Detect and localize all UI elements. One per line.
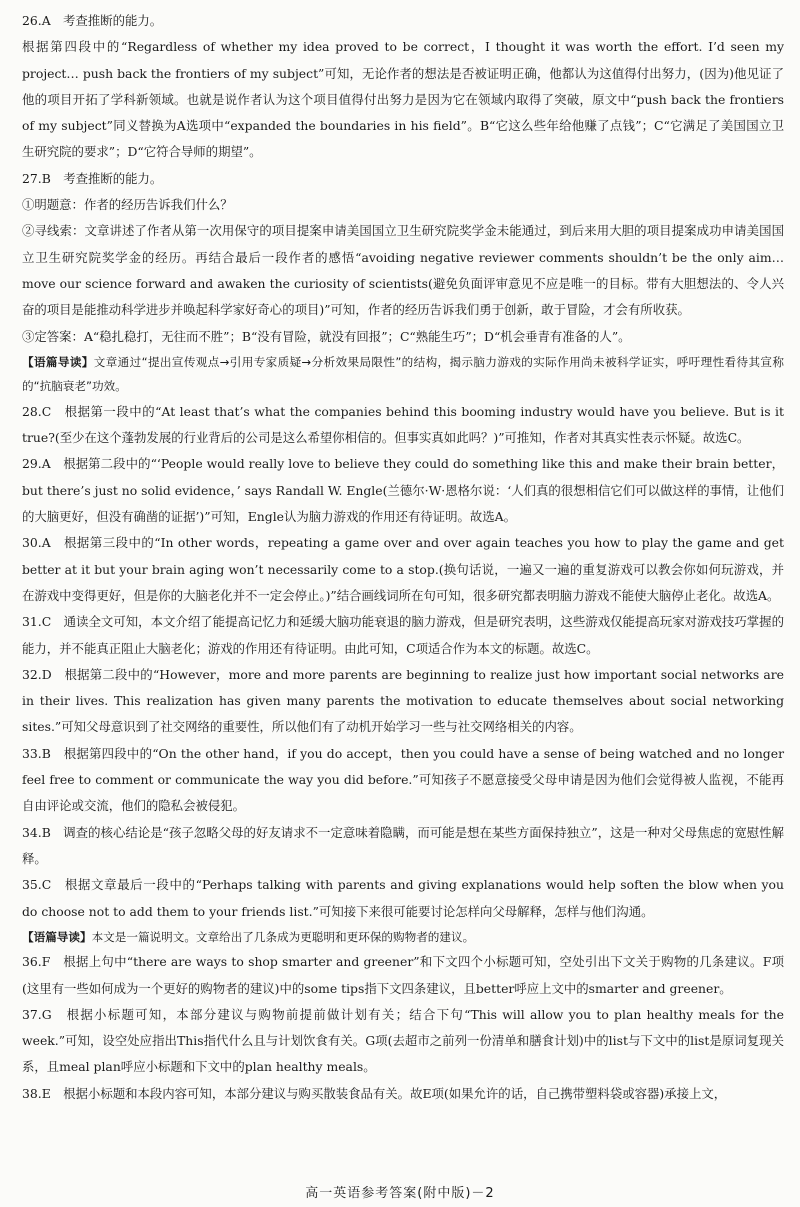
q35-answer: 35.C 根据文章最后一段中的“Perhaps talking with parents and giving explanations would help soften the blow when you do choose not to add them to your friends list.”可知接下来很可能要讨论怎样向父母解释，怎样与他们沟通。: [22, 877, 784, 919]
q30-answer: 30.A 根据第三段中的“In other words，repeating a game over and over again teaches you how to play the game and get better at it but your brain aging won’t necessarily come to a stop.(换句话说，一遍又一遍的重复游戏可以教会你如何玩游戏，并在游戏中变得更好，但是你的大脑老化并不一定会停止。)”结合画线词所在句可知，很多研究都表明脑力游戏不能使大脑停止老化。故选A。: [22, 535, 784, 603]
reading-guide-text: 本文是一篇说明文。文章给出了几条成为更聪明和更环保的购物者的建议。: [91, 929, 475, 944]
q29-answer: 29.A 根据第二段中的“‘People would really love to believe they could do something like this and make their brain better，but there’s just no solid evidence，’ says Randall W. Engle(兰德尔·W·恩格尔说：‘人们真的很想相信它们可以做这样的事情，让他们的大脑更好，但没有确凿的证据’)”可知，Engle认为脑力游戏的作用还有待证明。故选A。: [22, 456, 784, 525]
reading-guide-text: 文章通过“提出宣传观点→引用专家质疑→分析效果局限性”的结构，揭示脑力游戏的实际作用尚未被科学证实，呼吁理性看待其宣称的“抗脑衰老”功效。: [22, 354, 784, 394]
q34-answer: 34.B 调查的核心结论是“孩子忽略父母的好友请求不一定意味着隐瞒，而可能是想在某些方面保持独立”，这是一种对父母焦虑的宽慰性解释。: [22, 824, 784, 866]
q27-step2: ②寻线索：文章讲述了作者从第一次用保守的项目提案申请美国国立卫生研究院奖学金未能通过，到后来用大胆的项目提案成功申请美国国立卫生研究院奖学金的经历。再结合最后一段作者的感悟“avoiding negative reviewer comments shouldn’t be the only aim… move our science forward and awaken the curiosity of scientists(避免负面评审意见不应是唯一的目标。带有大胆想法的、令人兴奋的项目是能推动科学进步并唤起科学家好奇心的项目)”可知，作者的经历告诉我们勇于创新，敢于冒险，才会有所收获。: [22, 223, 784, 318]
page-footer: 高一英语参考答案(附中版)－2: [305, 1186, 495, 1201]
q27-step3: ③定答案：A“稳扎稳打，无往而不胜”；B“没有冒险，就没有回报”；C“熟能生巧”；D“机会垂青有准备的人”。: [22, 328, 631, 344]
q27-head: 27.B 考查推断的能力。: [22, 170, 163, 186]
reading-guide-2: [22, 925, 784, 950]
reading-guide-label: 【语篇导读】: [22, 929, 92, 944]
q31-answer: 31.C 通读全文可知，本文介绍了能提高记忆力和延缓大脑功能衰退的脑力游戏，但是研究表明，这些游戏仅能提高玩家对游戏技巧掌握的能力，并不能真正阻止大脑老化；游戏的作用还有待证明。由此可知，C项适合作为本文的标题。故选C。: [22, 614, 784, 656]
reading-guide-label: 【语篇导读】: [22, 354, 94, 369]
reading-guide-1: [22, 350, 784, 399]
q32-answer: 32.D 根据第二段中的“However，more and more parents are beginning to realize just how important social networks are in their lives. This realization has given many parents the motivation to educate themselves about social networking sites.”可知父母意识到了社交网络的重要性，所以他们有了动机开始学习一些与社交网络相关的内容。: [22, 666, 784, 735]
q38-answer: 38.E 根据小标题和本段内容可知，本部分建议与购买散装食品有关。故E项(如果允许的话，自己携带塑料袋或容器)承接上文，: [22, 1085, 727, 1101]
q27-step1: ①明题意：作者的经历告诉我们什么？: [22, 197, 233, 213]
q28-answer: 28.C 根据第一段中的“At least that’s what the companies behind this booming industry would have you believe. But is it true?(至少在这个蓬勃发展的行业背后的公司是这么希望你相信的。但事实真如此吗？)”可推知，作者对其真实性表示怀疑。故选C。: [22, 403, 784, 446]
q36-answer: 36.F 根据上句中“there are ways to shop smarter and greener”和下文四个小标题可知，空处引出下文关于购物的几条建议。F项(这里有一些如何成为一个更好的购物者的建议)中的some tips指下文四条建议，且better呼应上文中的smarter and greener。: [22, 954, 784, 996]
q33-answer: 33.B 根据第四段中的“On the other hand，if you do accept，then you could have a sense of being watched and no longer feel free to comment or communicate the way you did before.”可知孩子不愿意接受父母申请是因为他们会觉得被人监视，不能再自由评论或交流，他们的隐私会被侵犯。: [22, 745, 784, 814]
q26-head: 26.A 考查推断的能力。: [22, 13, 163, 28]
q37-answer: 37.G 根据小标题可知，本部分建议与购物前提前做计划有关；结合下句“This will allow you to plan healthy meals for the week.”可知，设空处应指出This指代什么且与计划饮食有关。G项(去超市之前列一份清单和膳食计划)中的list与下文中的list是原词复现关系，且meal plan呼应小标题和下文中的plan healthy meals。: [22, 1006, 784, 1075]
q26-body: 根据第四段中的“Regardless of whether my idea proved to be correct，I thought it was worth the effort. I’d seen my project… push back the frontiers of my subject”可知，无论作者的想法是否被证明正确，他都认为这值得付出努力，(因为)他见证了他的项目开拓了学科新领域。也就是说作者认为这个项目值得付出努力是因为它在领域内取得了突破，原文中“push back the frontiers of my subject”同义替换为A选项中“expanded the boundaries in his field”。B“它这么些年给他赚了点钱”；C“它满足了美国国立卫生研究院的要求”；D“它符合导师的期望”。: [22, 39, 784, 160]
